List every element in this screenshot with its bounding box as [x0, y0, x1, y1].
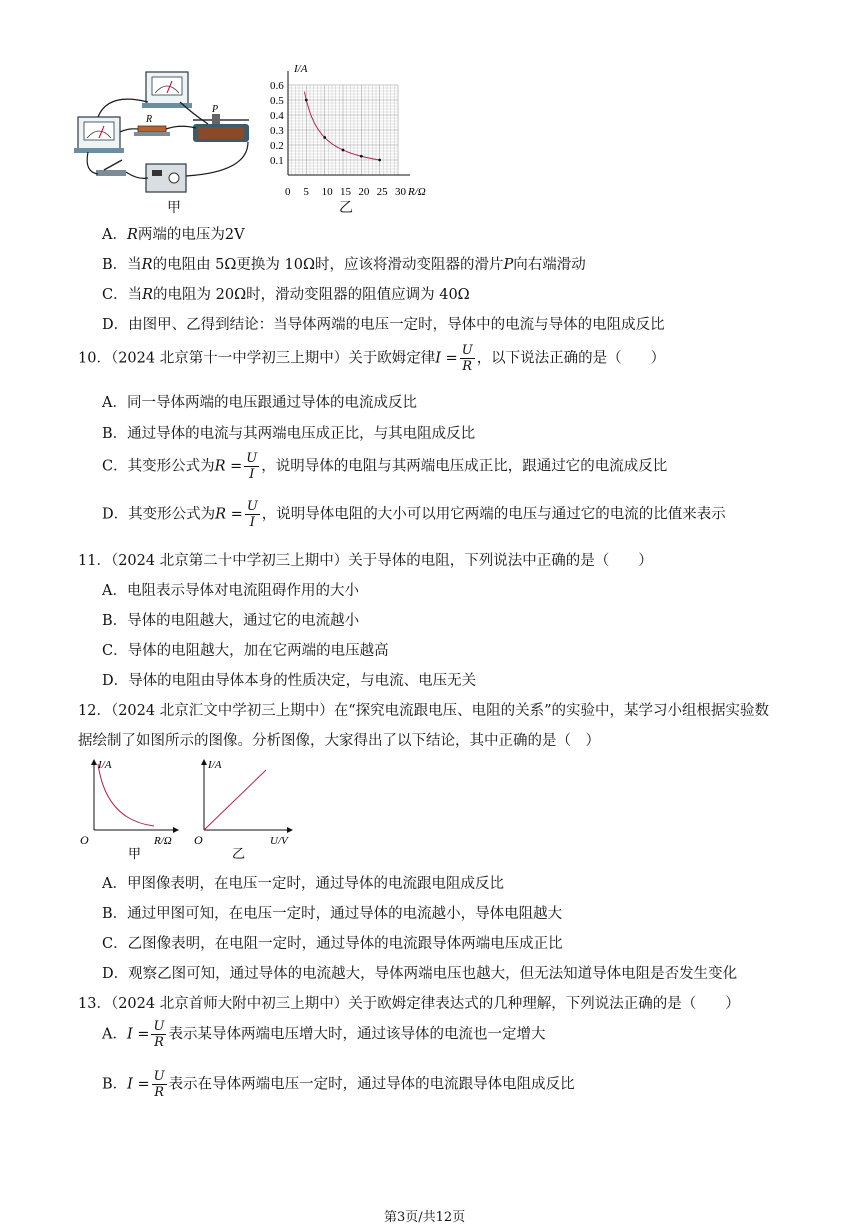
q12-option-a: A．甲图像表明，在电压一定时，通过导体的电流跟电阻成反比	[102, 876, 504, 892]
q9-option-b: B．当R的电阻由 5Ω更换为 10Ω时，应该将滑动变阻器的滑片P向右端滑动	[102, 257, 586, 273]
q9-option-c: C．当R的电阻为 20Ω时，滑动变阻器的阻值应调为 40Ω	[102, 287, 470, 303]
q13-stem: 13．（2024 北京首师大附中初三上期中）关于欧姆定律表达式的几种理解，下列说法正确的是（ ）	[78, 996, 740, 1012]
y-axis-label: I/A	[294, 63, 308, 75]
q11-option-b: B．导体的电阻越大，通过它的电流越小	[102, 613, 360, 629]
q10-stem: 10．（2024 北京第十一中学初三上期中）关于欧姆定律I = $\frac{U}{R}$ ，以下说法正确的是（ ）	[78, 343, 666, 374]
caption: 乙	[232, 846, 246, 861]
circuit-apparatus-figure	[68, 62, 268, 212]
graph-grid	[288, 85, 398, 175]
q11-option-a: A．电阻表示导体对电流阻碍作用的大小	[102, 583, 359, 599]
x-tick-label: 15	[340, 186, 351, 198]
q13-option-a: A．I = $\frac{U}{R}$ 表示某导体两端电压增大时，通过该导体的电流也一定增大	[102, 1019, 546, 1050]
q11-option-d: D．导体的电阻由导体本身的性质决定，与电流、电压无关	[102, 673, 477, 689]
resistor-image	[134, 114, 170, 136]
y-tick-label: 0.5	[270, 95, 284, 107]
rheostat-image	[193, 104, 249, 142]
y-label: I/A	[208, 759, 222, 771]
x-label: U/V	[270, 835, 288, 847]
q12-stem-line2: 据绘制了如图所示的图像。分析图像，大家得出了以下结论，其中正确的是（ ）	[78, 733, 600, 749]
data-point	[360, 155, 363, 158]
voltmeter-image	[142, 72, 192, 108]
origin-label: O	[80, 833, 89, 847]
q10-option-d: D．其变形公式为R = $\frac{U}{I}$ ，说明导体电阻的大小可以用它两端的电压与通过它的电流的比值来表示	[102, 499, 726, 530]
q11-option-c: C．导体的电阻越大，加在它两端的电压越高	[102, 643, 389, 659]
ammeter-image	[74, 117, 124, 153]
data-point	[305, 99, 308, 102]
q9-option-a: A．R两端的电压为2V	[102, 227, 245, 243]
data-point	[378, 159, 381, 162]
q12-graph-yi	[194, 756, 304, 864]
q10-option-b: B．通过导体的电流与其两端电压成正比，与其电阻成反比	[102, 426, 476, 442]
caption: 甲	[128, 846, 142, 861]
power-supply-image	[146, 164, 186, 192]
inverse-curve	[98, 764, 154, 826]
origin-label: O	[194, 833, 203, 847]
q10-option-a: A．同一导体两端的电压跟通过导体的电流成反比	[102, 395, 417, 411]
y-label: I/A	[98, 759, 112, 771]
y-tick-label: 0.6	[270, 80, 284, 92]
x-tick-label: 30	[395, 186, 406, 198]
figure-label-yi: 乙	[339, 200, 353, 216]
x-tick-label: 25	[376, 186, 388, 198]
q12-option-c: C．乙图像表明，在电阻一定时，通过导体的电流跟导体两端电压成正比	[102, 936, 563, 952]
y-tick-label: 0.2	[270, 140, 284, 152]
figure-label-jia: 甲	[167, 200, 181, 216]
q12-option-d: D．观察乙图可知，通过导体的电流越大，导体两端电压也越大，但无法知道导体电阻是否发生变化	[102, 966, 738, 982]
switch-image	[96, 160, 126, 176]
x-axis-label: R/Ω	[408, 186, 426, 198]
proportional-line	[204, 770, 266, 830]
page-number: 第3页/共12页	[384, 1210, 466, 1225]
data-point	[323, 136, 326, 139]
q13-option-b: B．I = $\frac{U}{R}$ 表示在导体两端电压一定时，通过导体的电流跟导体电阻成反比	[102, 1069, 575, 1100]
q11-stem: 11．（2024 北京第二十中学初三上期中）关于导体的电阻，下列说法中正确的是（ ）	[78, 553, 653, 569]
q10-option-c: C．其变形公式为R = $\frac{U}{I}$ ，说明导体的电阻与其两端电压成正比，跟通过它的电流成反比	[102, 451, 668, 482]
q9-option-d: D．由图甲、乙得到结论：当导体两端的电压一定时，导体中的电流与导体的电阻成反比	[102, 317, 665, 333]
y-tick-label: 0.4	[270, 110, 284, 122]
q12-graph-jia	[76, 756, 186, 864]
x-tick-label: 0	[285, 186, 291, 198]
x-tick-label: 5	[303, 186, 309, 198]
x-tick-label: 10	[321, 186, 333, 198]
x-tick-label: 20	[358, 186, 370, 198]
x-label: R/Ω	[154, 835, 172, 847]
y-tick-label: 0.3	[270, 125, 284, 137]
slider-label: P	[212, 104, 219, 115]
data-point	[342, 149, 345, 152]
q12-stem-line1: 12．（2024 北京汇文中学初三上期中）在“探究电流跟电压、电阻的关系”的实验中，某学习小组根据实验数	[78, 703, 770, 719]
q12-option-b: B．通过甲图可知，在电压一定时，通过导体的电流越小，导体电阻越大	[102, 906, 563, 922]
y-tick-label: 0.1	[270, 155, 284, 167]
q9-current-resistance-graph	[268, 60, 438, 200]
resistor-label: R	[146, 114, 153, 125]
